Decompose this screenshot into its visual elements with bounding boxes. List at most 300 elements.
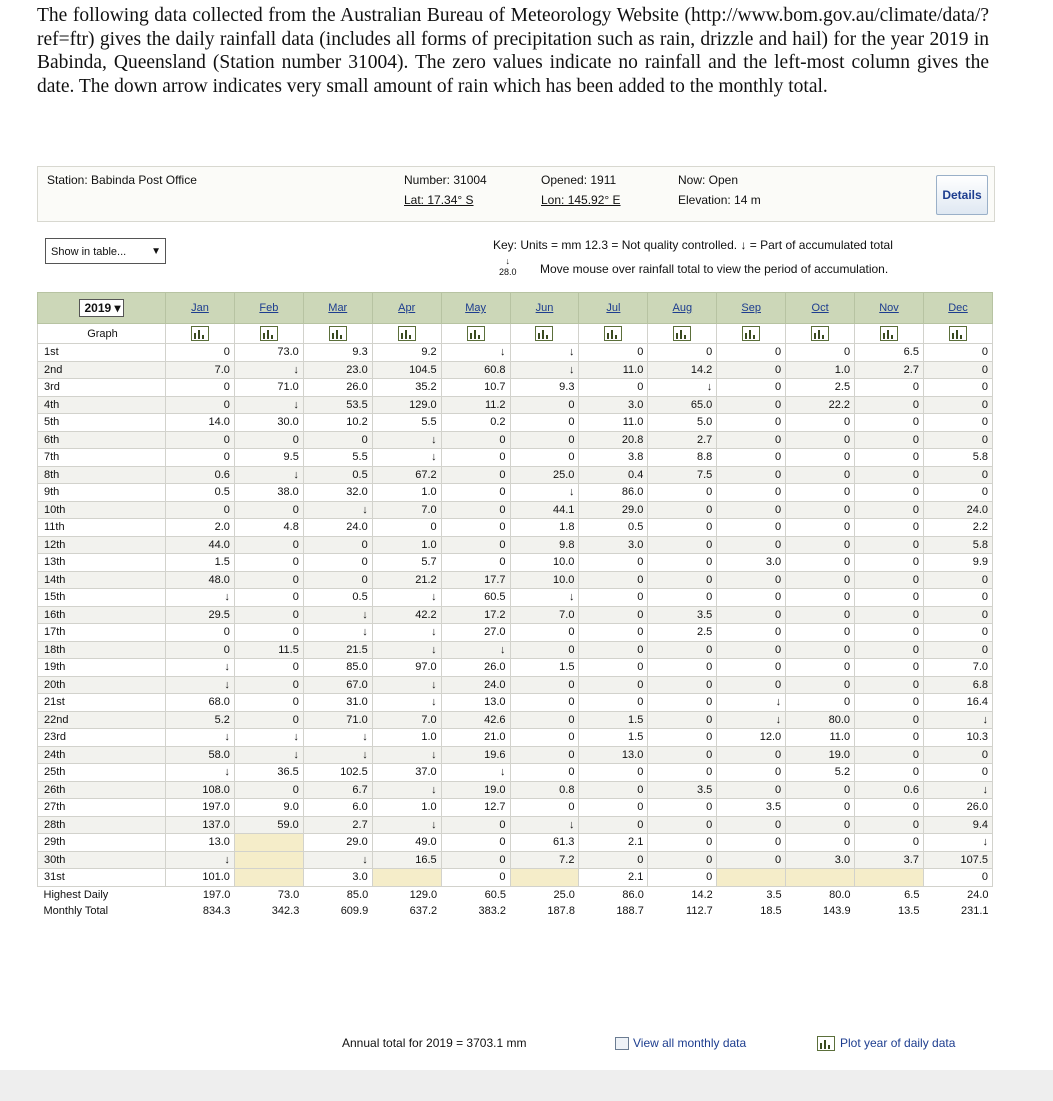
rain-cell: 0 — [855, 729, 924, 747]
rain-cell: 0.5 — [579, 519, 648, 537]
table-row — [38, 851, 993, 869]
rain-cell: 0 — [441, 449, 510, 467]
rain-cell: 9.0 — [234, 799, 303, 817]
rain-cell: 0 — [648, 764, 717, 782]
rain-cell: 0 — [923, 466, 992, 484]
rain-cell: 0 — [510, 396, 579, 414]
rain-cell: 0 — [372, 519, 441, 537]
rain-cell: 0 — [717, 781, 786, 799]
rain-cell: 0 — [855, 799, 924, 817]
rain-cell: 26.0 — [303, 379, 372, 397]
rain-cell: 21.2 — [372, 571, 441, 589]
rain-cell: 0 — [510, 676, 579, 694]
graph-cell — [786, 324, 855, 344]
rainfall-table — [37, 292, 993, 920]
day-label: 14th — [38, 571, 166, 589]
rain-cell: ↓ — [303, 501, 372, 519]
rain-cell: 0 — [717, 834, 786, 852]
rain-cell: 0 — [234, 606, 303, 624]
rain-cell: 0 — [234, 694, 303, 712]
rain-cell: 0 — [510, 799, 579, 817]
rain-cell: 29.0 — [579, 501, 648, 519]
rain-cell: 65.0 — [648, 396, 717, 414]
rain-cell: 9.8 — [510, 536, 579, 554]
rain-cell: 0 — [923, 344, 992, 362]
rain-cell: 129.0 — [372, 396, 441, 414]
rain-cell: 5.8 — [923, 449, 992, 467]
day-label: 23rd — [38, 729, 166, 747]
rain-cell: 3.7 — [855, 851, 924, 869]
rain-cell: 0 — [855, 519, 924, 537]
rain-cell: 1.8 — [510, 519, 579, 537]
rain-cell: 48.0 — [166, 571, 235, 589]
month-link-feb[interactable]: Feb — [259, 302, 279, 314]
graph-cell — [510, 324, 579, 344]
rain-cell: 5.0 — [648, 414, 717, 432]
rain-cell: 27.0 — [441, 624, 510, 642]
rain-cell: 67.0 — [303, 676, 372, 694]
rain-cell: 44.1 — [510, 501, 579, 519]
bar-graph-icon[interactable] — [604, 326, 622, 341]
rain-cell: ↓ — [510, 816, 579, 834]
day-label: 15th — [38, 589, 166, 607]
month-link-may[interactable]: May — [465, 302, 486, 314]
rain-cell: 0 — [648, 851, 717, 869]
day-label: 3rd — [38, 379, 166, 397]
rain-cell: 2.0 — [166, 519, 235, 537]
rain-cell: 3.5 — [648, 606, 717, 624]
bar-graph-icon[interactable] — [398, 326, 416, 341]
station-name: Station: Babinda Post Office — [47, 173, 197, 187]
rain-cell: 0 — [923, 484, 992, 502]
rain-cell: 13.0 — [579, 746, 648, 764]
rain-cell: 0 — [648, 799, 717, 817]
rain-cell: 0 — [579, 641, 648, 659]
rain-cell: 24.0 — [441, 676, 510, 694]
rain-cell: 10.2 — [303, 414, 372, 432]
rain-cell: 0 — [717, 344, 786, 362]
rain-cell: 0 — [855, 431, 924, 449]
rain-cell: 0 — [166, 641, 235, 659]
bar-graph-icon[interactable] — [880, 326, 898, 341]
rain-cell: 0 — [648, 589, 717, 607]
rain-cell: 0 — [923, 624, 992, 642]
station-opened: Opened: 1911 — [541, 173, 617, 187]
rain-cell: 0 — [786, 501, 855, 519]
rain-cell: 0 — [441, 851, 510, 869]
rain-cell: 0 — [648, 869, 717, 887]
month-link-jan[interactable]: Jan — [191, 302, 209, 314]
month-header — [786, 293, 855, 324]
rain-cell: 0 — [855, 694, 924, 712]
rain-cell: 0 — [579, 694, 648, 712]
summary-cell: 197.0 — [166, 886, 235, 903]
table-row — [38, 379, 993, 397]
rain-cell: 0 — [786, 484, 855, 502]
summary-cell: 342.3 — [234, 903, 303, 920]
rain-cell: 0 — [786, 676, 855, 694]
rain-cell: 0 — [786, 799, 855, 817]
rain-cell: 1.5 — [579, 711, 648, 729]
rain-cell: 0 — [510, 624, 579, 642]
month-link-dec[interactable]: Dec — [948, 302, 968, 314]
show-in-table-select[interactable] — [45, 238, 166, 264]
rain-cell: 3.0 — [717, 554, 786, 572]
month-link-nov[interactable]: Nov — [879, 302, 899, 314]
rain-cell: 0 — [855, 396, 924, 414]
show-in-table-label: Show in table... — [51, 246, 127, 258]
rain-cell: 0 — [648, 729, 717, 747]
rain-cell: 0 — [855, 571, 924, 589]
day-label: 21st — [38, 694, 166, 712]
rain-cell: 36.5 — [234, 764, 303, 782]
rain-cell: 14.2 — [648, 361, 717, 379]
rain-cell: 25.0 — [510, 466, 579, 484]
rain-cell: 0 — [786, 449, 855, 467]
rain-cell: 0 — [234, 711, 303, 729]
bar-graph-icon[interactable] — [535, 326, 553, 341]
table-row — [38, 519, 993, 537]
rain-cell: 11.2 — [441, 396, 510, 414]
rain-cell: 26.0 — [923, 799, 992, 817]
rain-cell: ↓ — [303, 729, 372, 747]
graph-cell — [166, 324, 235, 344]
rain-cell: 0 — [441, 431, 510, 449]
rain-cell: 0 — [855, 414, 924, 432]
rain-cell: ↓ — [372, 694, 441, 712]
day-label: 13th — [38, 554, 166, 572]
rain-cell: 0 — [717, 571, 786, 589]
rain-cell: 0 — [234, 659, 303, 677]
day-label: 25th — [38, 764, 166, 782]
station-header — [37, 166, 995, 222]
rain-cell: 9.9 — [923, 554, 992, 572]
rain-cell: 0 — [855, 746, 924, 764]
rain-cell: 0 — [786, 606, 855, 624]
graph-cell — [579, 324, 648, 344]
rain-cell: 0 — [786, 571, 855, 589]
rain-cell: 0 — [510, 641, 579, 659]
rain-cell: 0 — [303, 536, 372, 554]
rain-cell: 0 — [166, 379, 235, 397]
rain-cell: 0 — [579, 799, 648, 817]
rain-cell: 0 — [855, 764, 924, 782]
rain-cell: 3.0 — [579, 396, 648, 414]
year-value: 2019 — [84, 301, 112, 315]
rain-cell: 1.0 — [372, 729, 441, 747]
station-lon: Lon: 145.92° E — [541, 193, 621, 207]
month-link-sep[interactable]: Sep — [741, 302, 761, 314]
bar-graph-icon[interactable] — [260, 326, 278, 341]
rain-cell: ↓ — [510, 344, 579, 362]
rain-cell: 0 — [234, 536, 303, 554]
rain-cell: 97.0 — [372, 659, 441, 677]
rain-cell: 0 — [923, 869, 992, 887]
rain-cell: 42.2 — [372, 606, 441, 624]
rain-cell: 14.0 — [166, 414, 235, 432]
bar-graph-icon[interactable] — [811, 326, 829, 341]
rain-cell: 0 — [923, 764, 992, 782]
rain-cell: 0 — [717, 746, 786, 764]
rain-cell: 19.6 — [441, 746, 510, 764]
rain-cell: 0 — [786, 466, 855, 484]
rain-cell: 0 — [579, 659, 648, 677]
rain-cell: 0 — [786, 519, 855, 537]
rain-cell: 0 — [510, 449, 579, 467]
rain-cell: 0 — [855, 834, 924, 852]
rain-cell: 5.8 — [923, 536, 992, 554]
rain-cell: 0 — [648, 484, 717, 502]
rain-cell: ↓ — [441, 641, 510, 659]
summary-cell: 18.5 — [717, 903, 786, 920]
rain-cell: 0.5 — [303, 466, 372, 484]
rain-cell: 12.7 — [441, 799, 510, 817]
rain-cell: 3.5 — [717, 799, 786, 817]
rain-cell: 17.2 — [441, 606, 510, 624]
rain-cell: 0 — [166, 624, 235, 642]
highest-daily-row-label: Highest Daily — [38, 886, 166, 903]
summary-cell: 609.9 — [303, 903, 372, 920]
rain-cell: 24.0 — [303, 519, 372, 537]
rain-cell: 0.5 — [303, 589, 372, 607]
rain-cell: 6.5 — [855, 344, 924, 362]
table-row — [38, 484, 993, 502]
rain-cell: 29.5 — [166, 606, 235, 624]
rain-cell: ↓ — [234, 746, 303, 764]
rain-cell: 0 — [786, 641, 855, 659]
bar-graph-icon[interactable] — [673, 326, 691, 341]
key-note: Move mouse over rainfall total to view the period of accumulation. — [540, 262, 889, 276]
rain-cell: 0 — [855, 711, 924, 729]
rain-cell: 0 — [648, 519, 717, 537]
rain-cell: 0 — [786, 554, 855, 572]
rain-cell: ↓ — [166, 729, 235, 747]
month-header — [303, 293, 372, 324]
day-label: 18th — [38, 641, 166, 659]
rain-cell: 0 — [234, 431, 303, 449]
rain-cell: 37.0 — [372, 764, 441, 782]
summary-cell: 112.7 — [648, 903, 717, 920]
summary-cell: 187.8 — [510, 903, 579, 920]
table-row — [38, 589, 993, 607]
chevron-down-icon: ▼ — [151, 246, 161, 257]
rain-cell: ↓ — [372, 589, 441, 607]
rain-cell: 13.0 — [441, 694, 510, 712]
rain-cell: 0 — [648, 676, 717, 694]
rain-cell: 0 — [510, 694, 579, 712]
rain-cell — [372, 869, 441, 887]
rain-cell: ↓ — [717, 694, 786, 712]
rain-cell — [234, 834, 303, 852]
details-button[interactable]: Details — [936, 175, 988, 215]
year-cell — [38, 293, 166, 324]
table-row — [38, 729, 993, 747]
rain-cell: 71.0 — [303, 711, 372, 729]
summary-cell: 85.0 — [303, 886, 372, 903]
summary-cell: 86.0 — [579, 886, 648, 903]
rain-cell: 0 — [855, 466, 924, 484]
rain-cell: 0.4 — [579, 466, 648, 484]
station-number: Number: 31004 — [404, 173, 487, 187]
table-row — [38, 659, 993, 677]
rain-cell: ↓ — [166, 676, 235, 694]
rain-cell: 10.3 — [923, 729, 992, 747]
rain-cell: 21.5 — [303, 641, 372, 659]
bar-graph-icon[interactable] — [329, 326, 347, 341]
rain-cell: 5.2 — [166, 711, 235, 729]
plot-year-link[interactable] — [817, 1036, 955, 1051]
rain-cell: 71.0 — [234, 379, 303, 397]
rain-cell: 49.0 — [372, 834, 441, 852]
rain-cell: 0 — [579, 344, 648, 362]
rain-cell: 0 — [648, 694, 717, 712]
day-label: 12th — [38, 536, 166, 554]
rain-cell: 0 — [855, 589, 924, 607]
rain-cell: ↓ — [372, 449, 441, 467]
month-link-mar[interactable]: Mar — [328, 302, 348, 314]
rain-cell: 0 — [166, 449, 235, 467]
station-lat: Lat: 17.34° S — [404, 193, 474, 207]
table-icon — [615, 1037, 629, 1050]
rain-cell: 23.0 — [303, 361, 372, 379]
rain-cell — [786, 869, 855, 887]
rain-cell: 0 — [786, 431, 855, 449]
rain-cell: 0 — [648, 344, 717, 362]
graph-cell — [234, 324, 303, 344]
month-header — [510, 293, 579, 324]
rain-cell: 0 — [855, 536, 924, 554]
summary-cell: 6.5 — [855, 886, 924, 903]
summary-cell: 129.0 — [372, 886, 441, 903]
day-label: 22nd — [38, 711, 166, 729]
rain-cell: 0 — [510, 431, 579, 449]
rain-cell: 3.0 — [786, 851, 855, 869]
rain-cell: 1.0 — [786, 361, 855, 379]
rain-cell: 2.7 — [855, 361, 924, 379]
month-link-apr[interactable]: Apr — [398, 302, 416, 314]
rain-cell: 0 — [717, 466, 786, 484]
rain-cell: 101.0 — [166, 869, 235, 887]
rain-cell: 0 — [234, 624, 303, 642]
rain-cell: 0 — [923, 361, 992, 379]
rain-cell: 10.0 — [510, 571, 579, 589]
rain-cell: 0.6 — [855, 781, 924, 799]
rain-cell: 0 — [648, 641, 717, 659]
rain-cell: 7.0 — [372, 711, 441, 729]
bar-graph-icon[interactable] — [467, 326, 485, 341]
summary-cell: 13.5 — [855, 903, 924, 920]
plot-year-label: Plot year of daily data — [840, 1036, 956, 1050]
rain-cell: 0 — [717, 484, 786, 502]
bar-graph-icon[interactable] — [949, 326, 967, 341]
rain-cell: 0 — [234, 501, 303, 519]
rain-cell: 0 — [786, 781, 855, 799]
summary-cell: 24.0 — [923, 886, 992, 903]
rain-cell: 0 — [923, 589, 992, 607]
rain-cell: 60.8 — [441, 361, 510, 379]
view-all-monthly-link[interactable] — [615, 1036, 746, 1050]
rain-cell: 7.2 — [510, 851, 579, 869]
bar-graph-icon[interactable] — [742, 326, 760, 341]
rain-cell: 0 — [648, 816, 717, 834]
rain-cell: 67.2 — [372, 466, 441, 484]
rain-cell: 0 — [717, 361, 786, 379]
rain-cell: 0 — [717, 816, 786, 834]
rain-cell: ↓ — [372, 676, 441, 694]
rain-cell: 29.0 — [303, 834, 372, 852]
rain-cell: 11.0 — [579, 361, 648, 379]
rain-cell: 10.0 — [510, 554, 579, 572]
rain-cell: 0.2 — [441, 414, 510, 432]
rain-cell: ↓ — [372, 624, 441, 642]
rain-cell: 0 — [717, 449, 786, 467]
rain-cell: ↓ — [372, 641, 441, 659]
rain-cell: 2.1 — [579, 869, 648, 887]
rain-cell: 0 — [579, 816, 648, 834]
graph-row — [38, 324, 993, 344]
table-row — [38, 799, 993, 817]
rain-cell: 9.5 — [234, 449, 303, 467]
rain-cell: 7.5 — [648, 466, 717, 484]
rain-cell: 0 — [923, 414, 992, 432]
rain-cell: 0 — [648, 571, 717, 589]
table-row — [38, 781, 993, 799]
rain-cell: 0.6 — [166, 466, 235, 484]
highest-daily-row — [38, 886, 993, 903]
rain-cell: 7.0 — [372, 501, 441, 519]
rain-cell: 2.2 — [923, 519, 992, 537]
day-label: 26th — [38, 781, 166, 799]
month-link-aug[interactable]: Aug — [672, 302, 693, 314]
rain-cell — [855, 869, 924, 887]
bar-graph-icon[interactable] — [191, 326, 209, 341]
rain-cell: 0 — [234, 589, 303, 607]
day-label: 24th — [38, 746, 166, 764]
rain-cell: ↓ — [648, 379, 717, 397]
rain-cell: 0 — [441, 834, 510, 852]
rain-cell: 3.0 — [579, 536, 648, 554]
rain-cell: 0 — [579, 851, 648, 869]
month-link-jun[interactable]: Jun — [535, 302, 554, 314]
station-elevation: Elevation: 14 m — [678, 193, 761, 207]
rain-cell: 58.0 — [166, 746, 235, 764]
rain-cell: ↓ — [717, 711, 786, 729]
summary-cell: 73.0 — [234, 886, 303, 903]
rain-cell: 0 — [855, 449, 924, 467]
rain-cell: 0 — [303, 554, 372, 572]
month-link-jul[interactable]: Jul — [606, 302, 621, 314]
day-label: 11th — [38, 519, 166, 537]
rain-cell: 0 — [786, 589, 855, 607]
day-label: 29th — [38, 834, 166, 852]
rain-cell: ↓ — [923, 834, 992, 852]
month-link-oct[interactable]: Oct — [811, 302, 829, 314]
rain-cell: 0 — [234, 781, 303, 799]
rain-cell: 7.0 — [510, 606, 579, 624]
rain-cell: 61.3 — [510, 834, 579, 852]
rain-cell: 6.8 — [923, 676, 992, 694]
rain-cell: 0 — [579, 379, 648, 397]
rain-cell: 26.0 — [441, 659, 510, 677]
rain-cell: ↓ — [234, 729, 303, 747]
rain-cell: 0 — [855, 554, 924, 572]
day-label: 17th — [38, 624, 166, 642]
year-select[interactable] — [79, 299, 123, 317]
rain-cell: 30.0 — [234, 414, 303, 432]
rain-cell: 0 — [441, 501, 510, 519]
rain-cell: 0 — [717, 396, 786, 414]
rain-cell: 0 — [441, 536, 510, 554]
